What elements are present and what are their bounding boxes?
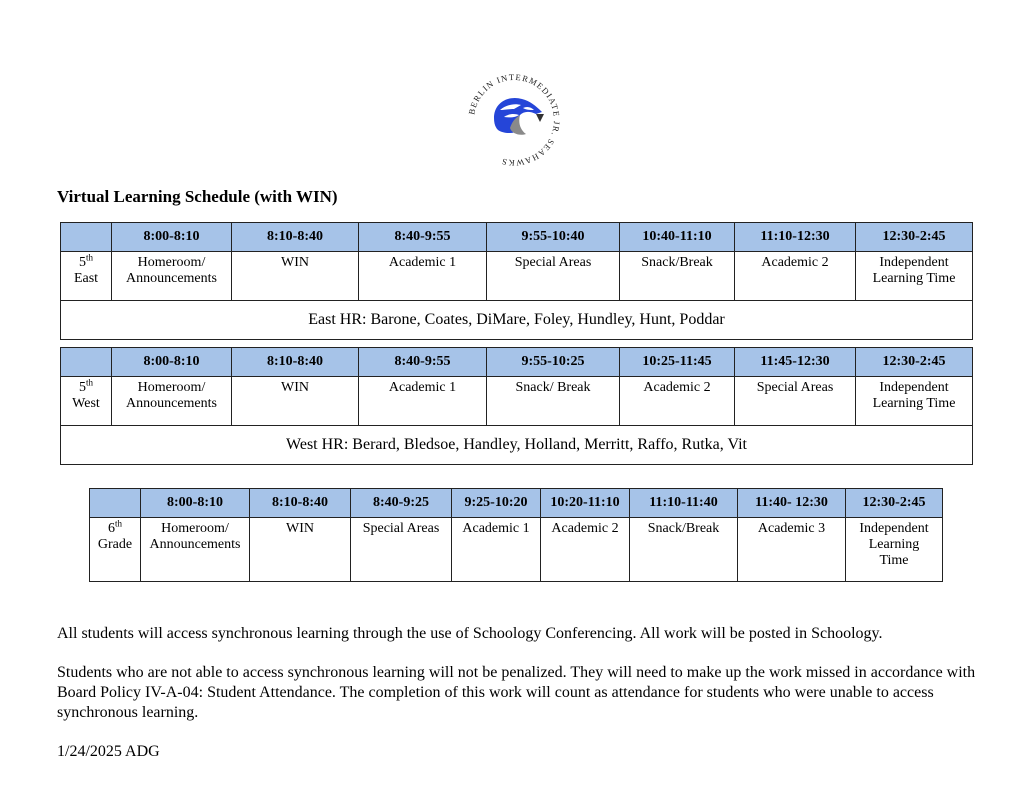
time-cell: 12:30-2:45 bbox=[856, 348, 973, 377]
time-cell: 9:55-10:25 bbox=[487, 348, 620, 377]
activity-cell: WIN bbox=[232, 377, 359, 426]
activity-cell: Snack/Break bbox=[620, 252, 735, 301]
paragraph-attendance-policy: Students who are not able to access synchronous learning will not be penalized. They will need to make up the work missed in accordance with Board Policy IV-A-04: Student Attendance. The completion of this work will count as attendance for students who were unable to access synchronous learning. bbox=[57, 664, 976, 721]
grade-cell: 5th West bbox=[61, 377, 112, 426]
document-date: 1/24/2025 ADG bbox=[57, 743, 160, 760]
time-cell: 11:45-12:30 bbox=[735, 348, 856, 377]
activity-cell: Special Areas bbox=[735, 377, 856, 426]
time-cell: 8:40-9:55 bbox=[359, 348, 487, 377]
time-cell: 8:10-8:40 bbox=[232, 348, 359, 377]
time-header-row bbox=[61, 223, 973, 252]
activity-row bbox=[90, 518, 943, 582]
activity-row bbox=[61, 377, 973, 426]
schedule-table-5th-west bbox=[60, 347, 973, 465]
activity-cell: Academic 2 bbox=[735, 252, 856, 301]
activity-cell: Homeroom/ Announcements bbox=[141, 518, 250, 582]
corner-cell bbox=[90, 489, 141, 518]
activity-cell: Homeroom/ Announcements bbox=[112, 377, 232, 426]
activity-cell: Academic 3 bbox=[738, 518, 846, 582]
homeroom-teachers: West HR: Berard, Bledsoe, Handley, Holland, Merritt, Raffo, Rutka, Vit bbox=[61, 426, 973, 465]
time-cell: 8:40-9:25 bbox=[351, 489, 452, 518]
time-cell: 11:40- 12:30 bbox=[738, 489, 846, 518]
seahawk-head-icon bbox=[494, 98, 544, 135]
activity-cell: Homeroom/ Announcements bbox=[112, 252, 232, 301]
activity-cell: Independent Learning Time bbox=[856, 252, 973, 301]
activity-cell: Snack/ Break bbox=[487, 377, 620, 426]
time-cell: 8:00-8:10 bbox=[112, 223, 232, 252]
time-header-row bbox=[90, 489, 943, 518]
corner-cell bbox=[61, 348, 112, 377]
grade-cell: 5th East bbox=[61, 252, 112, 301]
activity-cell: Independent Learning Time bbox=[856, 377, 973, 426]
time-cell: 11:10-11:40 bbox=[630, 489, 738, 518]
activity-cell: Special Areas bbox=[487, 252, 620, 301]
school-logo bbox=[464, 70, 564, 170]
schedule-table-6th-grade bbox=[89, 488, 943, 582]
time-cell: 8:40-9:55 bbox=[359, 223, 487, 252]
time-cell: 9:55-10:40 bbox=[487, 223, 620, 252]
activity-cell: WIN bbox=[250, 518, 351, 582]
time-cell: 8:00-8:10 bbox=[112, 348, 232, 377]
homeroom-row bbox=[61, 301, 973, 340]
activity-cell: Special Areas bbox=[351, 518, 452, 582]
time-cell: 12:30-2:45 bbox=[846, 489, 943, 518]
activity-cell: Snack/Break bbox=[630, 518, 738, 582]
activity-cell: Academic 1 bbox=[359, 377, 487, 426]
time-cell: 10:20-11:10 bbox=[541, 489, 630, 518]
time-cell: 8:10-8:40 bbox=[232, 223, 359, 252]
activity-cell: Academic 2 bbox=[620, 377, 735, 426]
grade-cell: 6th Grade bbox=[90, 518, 141, 582]
activity-cell: Academic 2 bbox=[541, 518, 630, 582]
activity-row bbox=[61, 252, 973, 301]
activity-cell: Academic 1 bbox=[359, 252, 487, 301]
time-cell: 11:10-12:30 bbox=[735, 223, 856, 252]
time-cell: 8:10-8:40 bbox=[250, 489, 351, 518]
time-cell: 10:25-11:45 bbox=[620, 348, 735, 377]
homeroom-teachers: East HR: Barone, Coates, DiMare, Foley, Hundley, Hunt, Poddar bbox=[61, 301, 973, 340]
activity-cell: Academic 1 bbox=[452, 518, 541, 582]
time-header-row bbox=[61, 348, 973, 377]
corner-cell bbox=[61, 223, 112, 252]
time-cell: 12:30-2:45 bbox=[856, 223, 973, 252]
time-cell: 8:00-8:10 bbox=[141, 489, 250, 518]
time-cell: 9:25-10:20 bbox=[452, 489, 541, 518]
schedule-table-5th-east bbox=[60, 222, 973, 340]
time-cell: 10:40-11:10 bbox=[620, 223, 735, 252]
logo-ring-text: BERLIN INTERMEDIATE JR. SEAHAWKS bbox=[466, 71, 563, 169]
activity-cell: Independent Learning Time bbox=[846, 518, 943, 582]
schedule-title: Virtual Learning Schedule (with WIN) bbox=[57, 187, 338, 206]
homeroom-row bbox=[61, 426, 973, 465]
paragraph-schoology: All students will access synchronous learning through the use of Schoology Conferencing. All work will be posted in Schoology. bbox=[57, 625, 883, 642]
activity-cell: WIN bbox=[232, 252, 359, 301]
